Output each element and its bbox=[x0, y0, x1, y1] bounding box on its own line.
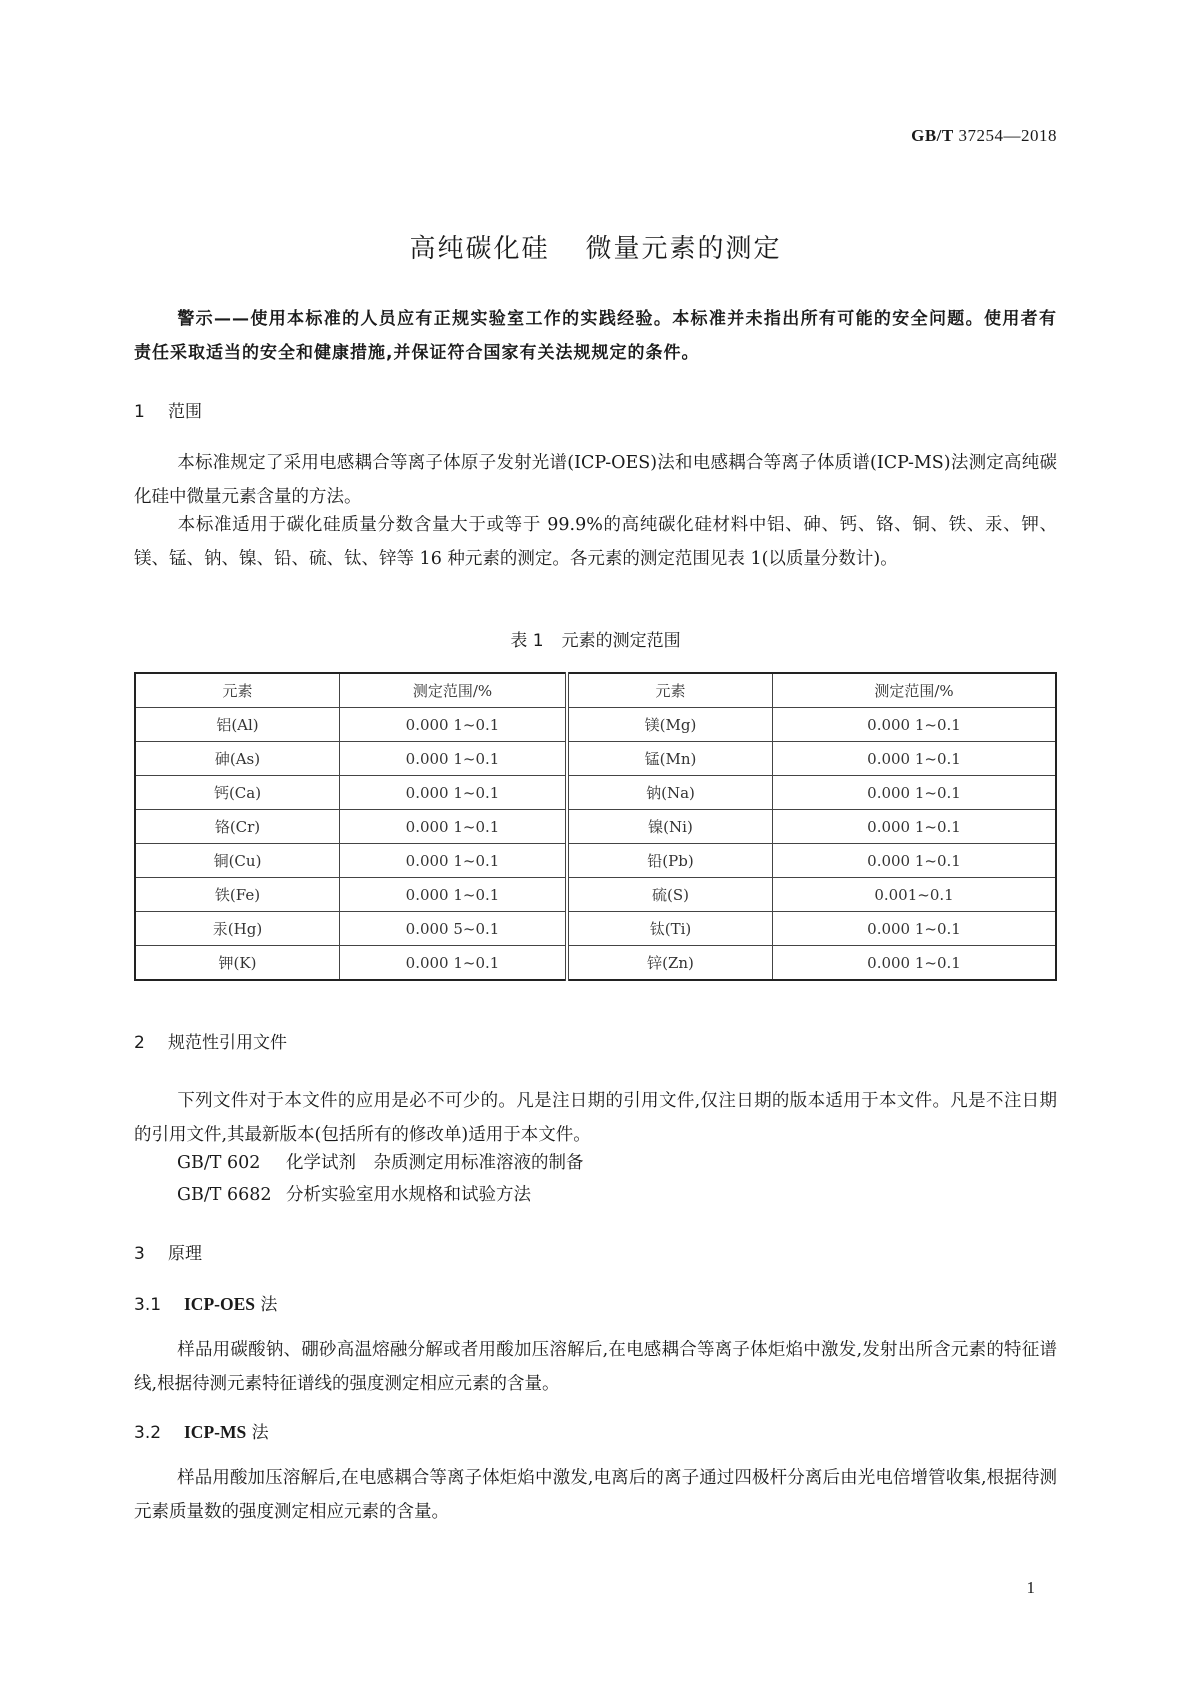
table-row bbox=[135, 912, 1056, 946]
table-row bbox=[135, 844, 1056, 878]
table-caption: 表 1 元素的测定范围 bbox=[510, 631, 681, 651]
reference-item: GB/T 6682 分析实验室用水规格和试验方法 bbox=[177, 1185, 531, 1205]
range-cell: 0.000 1~0.1 bbox=[773, 742, 1057, 776]
subsection-3-2-paragraph: 样品用酸加压溶解后,在电感耦合等离子体炬焰中激发,电离后的离子通过四极杆分离后由光电倍增管收集,根据待测元素质量数的强度测定相应元素的含量。 bbox=[134, 1468, 1057, 1522]
page-number: 1 bbox=[1026, 1578, 1035, 1597]
element-cell: 钠(Na) bbox=[567, 776, 773, 810]
subsection-3-1-paragraph: 样品用碳酸钠、硼砂高温熔融分解或者用酸加压溶解后,在电感耦合等离子体炬焰中激发,发射出所含元素的特征谱线,根据待测元素特征谱线的强度测定相应元素的含量。 bbox=[134, 1340, 1057, 1394]
subsection-3-2-heading: 3.2 ICP-MS 法 bbox=[134, 1422, 269, 1443]
range-cell: 0.000 1~0.1 bbox=[773, 946, 1057, 981]
range-cell: 0.000 1~0.1 bbox=[773, 912, 1057, 946]
table-header-cell: 测定范围/% bbox=[340, 673, 568, 708]
table-row bbox=[135, 708, 1056, 742]
table-header-cell: 测定范围/% bbox=[773, 673, 1057, 708]
element-cell: 铁(Fe) bbox=[135, 878, 340, 912]
element-cell: 铝(Al) bbox=[135, 708, 340, 742]
element-range-table bbox=[134, 672, 1057, 981]
element-cell: 镍(Ni) bbox=[567, 810, 773, 844]
table-header-row bbox=[135, 673, 1056, 708]
reference-item: GB/T 602 化学试剂 杂质测定用标准溶液的制备 bbox=[177, 1153, 584, 1173]
element-cell: 锰(Mn) bbox=[567, 742, 773, 776]
section-1-paragraph-2: 本标准适用于碳化硅质量分数含量大于或等于 99.9%的高纯碳化硅材料中铝、砷、钙、铬、铜、铁、汞、钾、镁、锰、钠、镍、铅、硫、钛、锌等 16 种元素的测定。各元素的测定范围见表 1(以质量分数计)。 bbox=[134, 515, 1057, 569]
element-cell: 铅(Pb) bbox=[567, 844, 773, 878]
element-cell: 钾(K) bbox=[135, 946, 340, 981]
range-cell: 0.000 1~0.1 bbox=[773, 810, 1057, 844]
table-row bbox=[135, 946, 1056, 981]
range-cell: 0.000 1~0.1 bbox=[340, 742, 568, 776]
document-title: 高纯碳化硅 微量元素的测定 bbox=[409, 234, 782, 264]
range-cell: 0.000 1~0.1 bbox=[340, 946, 568, 981]
element-cell: 钙(Ca) bbox=[135, 776, 340, 810]
range-cell: 0.000 1~0.1 bbox=[340, 810, 568, 844]
range-cell: 0.000 5~0.1 bbox=[340, 912, 568, 946]
table-row bbox=[135, 810, 1056, 844]
range-cell: 0.000 1~0.1 bbox=[773, 776, 1057, 810]
element-cell: 汞(Hg) bbox=[135, 912, 340, 946]
element-cell: 铜(Cu) bbox=[135, 844, 340, 878]
element-cell: 钛(Ti) bbox=[567, 912, 773, 946]
range-cell: 0.000 1~0.1 bbox=[340, 844, 568, 878]
table-row bbox=[135, 776, 1056, 810]
subsection-3-1-heading: 3.1 ICP-OES 法 bbox=[134, 1294, 278, 1315]
section-1-paragraph-1: 本标准规定了采用电感耦合等离子体原子发射光谱(ICP-OES)法和电感耦合等离子体质谱(ICP-MS)法测定高纯碳化硅中微量元素含量的方法。 bbox=[134, 453, 1057, 507]
table-header-cell: 元素 bbox=[567, 673, 773, 708]
element-cell: 铬(Cr) bbox=[135, 810, 340, 844]
warning-paragraph: 警示——使用本标准的人员应有正规实验室工作的实践经验。本标准并未指出所有可能的安全问题。使用者有责任采取适当的安全和健康措施,并保证符合国家有关法规规定的条件。 bbox=[134, 309, 1057, 363]
range-cell: 0.000 1~0.1 bbox=[340, 708, 568, 742]
range-cell: 0.001~0.1 bbox=[773, 878, 1057, 912]
element-cell: 砷(As) bbox=[135, 742, 340, 776]
section-3-heading: 3 原理 bbox=[134, 1244, 202, 1264]
table-row bbox=[135, 742, 1056, 776]
element-cell: 镁(Mg) bbox=[567, 708, 773, 742]
section-1-heading: 1 范围 bbox=[134, 402, 202, 422]
table-header-cell: 元素 bbox=[135, 673, 340, 708]
range-cell: 0.000 1~0.1 bbox=[773, 844, 1057, 878]
element-cell: 锌(Zn) bbox=[567, 946, 773, 981]
range-cell: 0.000 1~0.1 bbox=[773, 708, 1057, 742]
element-cell: 硫(S) bbox=[567, 878, 773, 912]
range-cell: 0.000 1~0.1 bbox=[340, 878, 568, 912]
standard-code: GB/T 37254—2018 bbox=[911, 126, 1057, 145]
range-cell: 0.000 1~0.1 bbox=[340, 776, 568, 810]
section-2-heading: 2 规范性引用文件 bbox=[134, 1033, 287, 1053]
table-row bbox=[135, 878, 1056, 912]
section-2-paragraph: 下列文件对于本文件的应用是必不可少的。凡是注日期的引用文件,仅注日期的版本适用于本文件。凡是不注日期的引用文件,其最新版本(包括所有的修改单)适用于本文件。 bbox=[134, 1091, 1057, 1145]
